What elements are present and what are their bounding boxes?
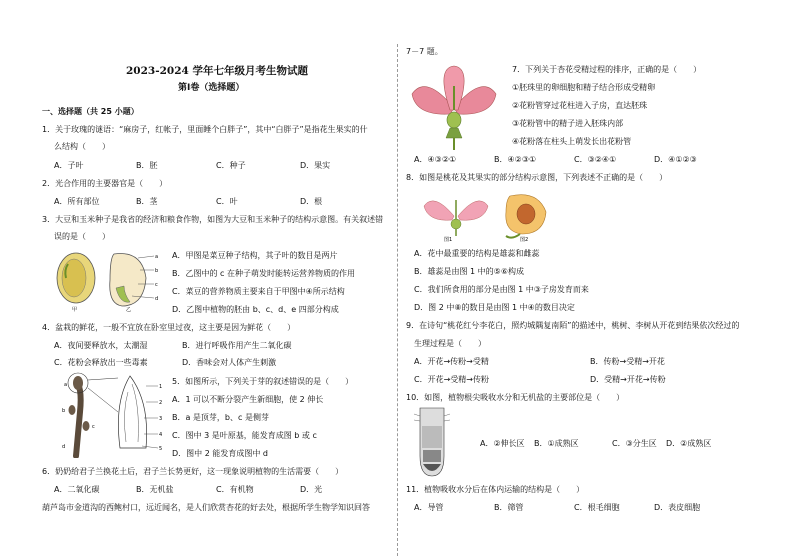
q4-option-c: C．花粉会释放出一些毒素 (54, 358, 148, 367)
q6-option-c: C．有机物 (216, 485, 254, 494)
q6-option-a: A．二氧化碳 (54, 485, 100, 494)
q1-option-b: B．胚 (136, 161, 158, 170)
q9-option-a: A．开花→传粉→受精 (414, 357, 489, 366)
bud-label-a: a (64, 382, 68, 388)
q5-option-d: D．图中 2 能发育成图中 d (172, 449, 268, 458)
q5-option-c: C．图中 3 是叶原基，能发育成图 b 或 c (172, 431, 317, 440)
fig-label-yi: 乙 (126, 307, 132, 312)
q1-stem: 1．关于玫瑰的谜语：“麻房子，红帐子，里面睡个白胖子”，其中“白胖子”是指花生果实的什 (42, 125, 368, 134)
ovary (447, 112, 461, 128)
q8-option-a: A．花中最重要的结构是雄蕊和雌蕊 (414, 249, 540, 258)
q5-stem: 5．如图所示，下列关于芽的叙述错误的是（ ） (172, 377, 354, 386)
lateral-bud-c (83, 421, 90, 431)
q7-option-a: A．④③②① (414, 155, 457, 164)
q11-stem: 11．植物吸收水分后在体内运输的结构是（ ） (406, 485, 585, 494)
lateral-bud-b (69, 405, 76, 415)
bud-section-outline (118, 376, 146, 448)
q4-option-a: A．夜间要释放水，太潮湿 (54, 341, 148, 350)
bud-label-5: 5 (159, 446, 163, 452)
bud-label-4: 4 (159, 432, 163, 438)
bud-label-3: 3 (159, 416, 163, 422)
q7-step-1: ①胚珠里的卵细胞和精子结合形成受精卵 (512, 83, 656, 92)
receptacle (446, 128, 462, 138)
q2-option-a: A．所有部位 (54, 197, 100, 206)
root-meristem-zone (423, 450, 441, 462)
terminal-bud (73, 376, 83, 390)
q7-step-3: ③花粉管中的精子进入胚珠内部 (512, 119, 624, 128)
q11-option-b: B．筛管 (494, 503, 524, 512)
q7-intro-text: 葫芦岛市金道沟的西鲍村口，远近闻名，是人们欣赏杏花的好去处，根据所学生物学知识回答 (42, 503, 370, 512)
q1-stem-cont: 么结构（ ） (54, 142, 110, 151)
apricot-flower-figure (406, 64, 502, 150)
q6-option-d: D．光 (300, 485, 323, 494)
exam-title: 2023-2024 学年七年级月考生物试题 (126, 65, 308, 77)
fig-label-a: a (155, 254, 159, 260)
q3-stem: 3．大豆和玉米种子是我省的经济和粮食作物，如图为大豆和玉米种子的结构示意图。有关叙述错 (42, 215, 384, 224)
bud-structure-figure (60, 372, 164, 458)
fig1-ovary (451, 219, 461, 229)
q4-stem: 4．盆栽的鲜花，一般不宜放在卧室里过夜，这主要是因为鲜花（ ） (42, 323, 296, 332)
q3-stem-cont: 误的是（ ） (54, 232, 110, 241)
fig1-petal-left (424, 201, 454, 220)
section-heading: 一、选择题（共 25 小题） (42, 107, 139, 116)
q7-option-b: B．④②③① (494, 155, 537, 164)
fig2-stone (517, 204, 535, 224)
q3-option-d: D．乙图中植物的胚由 b、c、d、e 四部分构成 (172, 305, 339, 314)
q2-option-c: C．叶 (216, 197, 238, 206)
q3-option-b: B．乙图中的 c 在种子萌发时能转运营养物质的作用 (172, 269, 355, 278)
fig-label-d: d (155, 296, 159, 302)
branch-stem (76, 384, 81, 456)
bud-label-2: 2 (159, 400, 163, 406)
q10-option-a: A．②伸长区 (480, 439, 525, 448)
q6-stem: 6．奶奶给君子兰换花土后，君子兰长势更好，这一现象说明植物的生活需要（ ） (42, 467, 344, 476)
q9-stem: 9．在诗句“桃花红兮李花白，照灼城隅复南陌”的描述中，桃树、李树从开花到结果依次经过的 (406, 321, 740, 330)
q11-option-d: D．表皮细胞 (654, 503, 701, 512)
bud-label-c: c (92, 424, 95, 430)
q1-option-c: C．种子 (216, 161, 246, 170)
q9-option-b: B．传粉→受精→开花 (590, 357, 665, 366)
root-elongation-zone (422, 426, 442, 448)
peach-flower-figure (420, 186, 560, 242)
q7-intro-cont: 7－7 题。 (406, 47, 443, 56)
q6-option-b: B．无机盐 (136, 485, 174, 494)
seed-structure-figure (50, 248, 164, 312)
q7-option-d: D．④①②③ (654, 155, 697, 164)
bud-label-b: b (62, 408, 66, 414)
bud-label-d: d (62, 444, 66, 450)
q9-option-c: C．开花→受精→传粉 (414, 375, 489, 384)
q5-option-b: B．a 是顶芽，b、c 是侧芽 (172, 413, 269, 422)
q11-option-c: C．根毛细胞 (574, 503, 620, 512)
q5-option-a: A．1 可以不断分裂产生新细胞，使 2 伸长 (172, 395, 324, 404)
fig-label-c: c (155, 282, 158, 288)
q8-option-c: C．我们所食用的部分是由图 1 中③子房发育而来 (414, 285, 589, 294)
q7-stem: 7．下列关于杏花受精过程的排序，正确的是（ ） (512, 65, 702, 74)
q9-stem-cont: 生理过程是（ ） (414, 339, 486, 348)
root-tip-figure (410, 406, 454, 478)
q3-option-c: C．菜豆的营养物质主要来自于甲图中④所示结构 (172, 287, 345, 296)
q4-option-d: D．香味会对人体产生刺激 (182, 358, 277, 367)
q2-option-d: D．根 (300, 197, 323, 206)
q3-option-a: A．甲图是菜豆种子结构，其子叶的数目是两片 (172, 251, 338, 260)
q7-option-c: C．③②④① (574, 155, 617, 164)
corn-seed-shape (110, 254, 146, 307)
bud-label-1: 1 (159, 384, 163, 390)
q8-option-b: B．雄蕊是由图 1 中的⑤⑥构成 (414, 267, 525, 276)
fig1-petal-right (458, 201, 488, 220)
q2-stem: 2．光合作用的主要器官是（ ） (42, 179, 168, 188)
column-divider (397, 44, 398, 556)
q9-option-d: D．受精→开花→传粉 (590, 375, 666, 384)
q10-option-d: D．②成熟区 (666, 439, 712, 448)
q1-option-a: A．子叶 (54, 161, 84, 170)
q7-step-4: ④花粉落在柱头上萌发长出花粉管 (512, 137, 632, 146)
q10-stem: 10．如图，植物根尖吸收水分和无机盐的主要部位是（ ） (406, 393, 625, 402)
q1-option-d: D．果实 (300, 161, 331, 170)
q2-option-b: B．茎 (136, 197, 158, 206)
q10-option-c: C．③分生区 (612, 439, 657, 448)
q11-option-a: A．导管 (414, 503, 444, 512)
fig2-caption: 图2 (520, 237, 529, 242)
volume-heading: 第Ⅰ卷（选择题） (178, 83, 245, 93)
q8-option-d: D．图 2 中⑧的数目是由图 1 中④的数目决定 (414, 303, 575, 312)
fig1-caption: 图1 (444, 237, 453, 242)
q4-option-b: B．进行呼吸作用产生二氧化碳 (182, 341, 292, 350)
q7-step-2: ②花粉管穿过花柱进入子房，直达胚珠 (512, 101, 648, 110)
fig2-leaf (506, 234, 520, 238)
q10-option-b: B．①成熟区 (534, 439, 579, 448)
fig-label-jia: 甲 (72, 307, 78, 312)
fig-label-b: b (155, 268, 159, 274)
q8-stem: 8．如图是桃花及其果实的部分结构示意图，下列表述不正确的是（ ） (406, 173, 668, 182)
